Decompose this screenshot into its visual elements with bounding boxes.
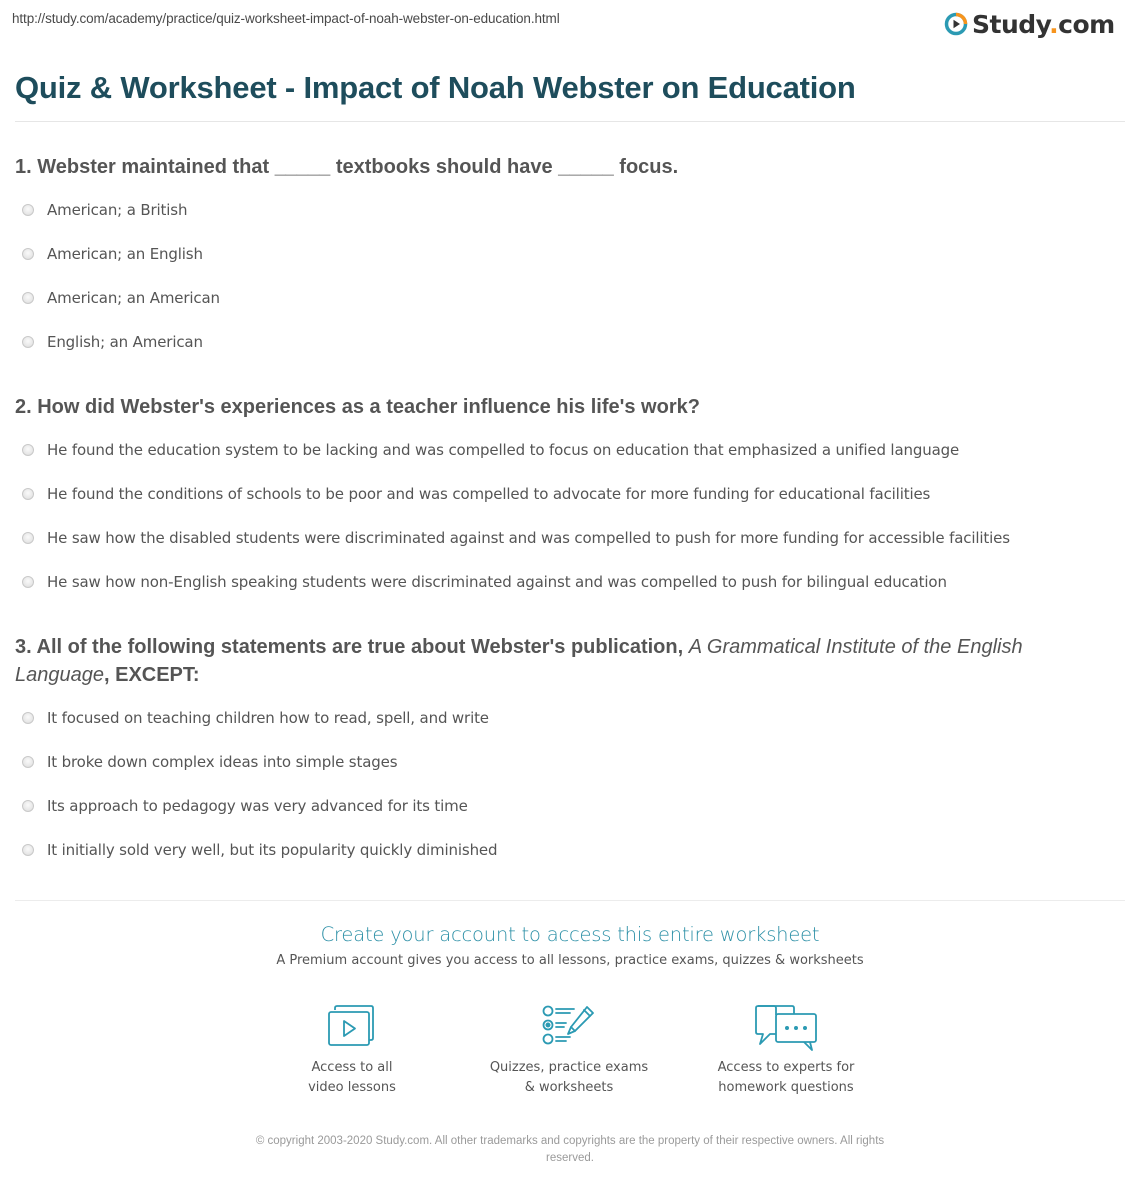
- feature-experts: Access to experts for homework questions: [686, 1004, 886, 1098]
- page-url: http://study.com/academy/practice/quiz-worksheet-impact-of-noah-webster-on-education.html: [12, 11, 560, 26]
- page-title: Quiz & Worksheet - Impact of Noah Webster on Education: [15, 70, 856, 105]
- study-com-logo[interactable]: [944, 8, 1115, 40]
- publication-title: A Grammatical Institute of the English Language: [15, 636, 1023, 686]
- option-label: He saw how the disabled students were discriminated against and was compelled to push for more funding for accessible facilities: [47, 529, 1010, 547]
- option-label: He saw how non-English speaking students were discriminated against and was compelled to push for bilingual education: [47, 573, 947, 591]
- option-label: American; a British: [47, 201, 188, 219]
- option-label: American; an American: [47, 289, 220, 307]
- option-label: He found the conditions of schools to be poor and was compelled to advocate for more funding for educational facilities: [47, 485, 931, 503]
- play-circle-logo-icon: [944, 12, 968, 36]
- radio-button[interactable]: [22, 756, 34, 768]
- q3-option-a[interactable]: [22, 707, 489, 729]
- radio-button[interactable]: [22, 800, 34, 812]
- option-label: It focused on teaching children how to read, spell, and write: [47, 709, 489, 727]
- option-label: Its approach to pedagogy was very advanced for its time: [47, 797, 468, 815]
- option-label: American; an English: [47, 245, 203, 263]
- video-lessons-icon: [326, 1004, 378, 1048]
- q3-option-b[interactable]: [22, 751, 397, 773]
- cta-subtitle: A Premium account gives you access to all lessons, practice exams, quizzes & worksheets: [276, 953, 864, 968]
- title-divider: [15, 121, 1125, 122]
- option-label: It initially sold very well, but its popularity quickly diminished: [47, 841, 498, 859]
- question-3: 3. All of the following statements are true about Webster's publication, A Grammatical Institute of the English Language, EXCEPT:: [15, 636, 1023, 686]
- copyright-notice: © copyright 2003-2020 Study.com. All other trademarks and copyrights are the property of their respective owners. All rights reserved.: [255, 1135, 885, 1164]
- q2-option-a[interactable]: [22, 439, 959, 461]
- radio-button[interactable]: [22, 532, 34, 544]
- option-label: He found the education system to be lacking and was compelled to focus on education that emphasized a unified language: [47, 441, 960, 459]
- chat-bubbles-icon: [754, 1004, 818, 1054]
- q1-option-c[interactable]: [22, 287, 220, 309]
- q3-option-d[interactable]: [22, 839, 497, 861]
- radio-button[interactable]: [22, 248, 34, 260]
- quiz-checklist-icon: [541, 1004, 597, 1048]
- radio-button[interactable]: [22, 444, 34, 456]
- feature-video-lessons: Access to all video lessons: [252, 1004, 452, 1098]
- feature-quizzes: Quizzes, practice exams & worksheets: [469, 1004, 669, 1098]
- logo-wordmark: Study.com: [972, 9, 1115, 39]
- option-label: English; an American: [47, 333, 203, 351]
- q1-option-d[interactable]: [22, 331, 203, 353]
- radio-button[interactable]: [22, 292, 34, 304]
- radio-button[interactable]: [22, 336, 34, 348]
- option-label: It broke down complex ideas into simple stages: [47, 753, 398, 771]
- q3-option-c[interactable]: [22, 795, 468, 817]
- q2-option-c[interactable]: [22, 527, 1010, 549]
- section-divider: [15, 900, 1125, 901]
- create-account-link[interactable]: Create your account to access this entire worksheet: [320, 923, 820, 946]
- q2-option-b[interactable]: [22, 483, 930, 505]
- radio-button[interactable]: [22, 844, 34, 856]
- radio-button[interactable]: [22, 712, 34, 724]
- question-2: 2. How did Webster's experiences as a teacher influence his life's work?: [15, 396, 700, 418]
- q1-option-a[interactable]: [22, 199, 187, 221]
- radio-button[interactable]: [22, 576, 34, 588]
- q1-option-b[interactable]: [22, 243, 203, 265]
- radio-button[interactable]: [22, 488, 34, 500]
- q2-option-d[interactable]: [22, 571, 947, 593]
- question-1: 1. Webster maintained that _____ textbooks should have _____ focus.: [15, 156, 679, 178]
- radio-button[interactable]: [22, 204, 34, 216]
